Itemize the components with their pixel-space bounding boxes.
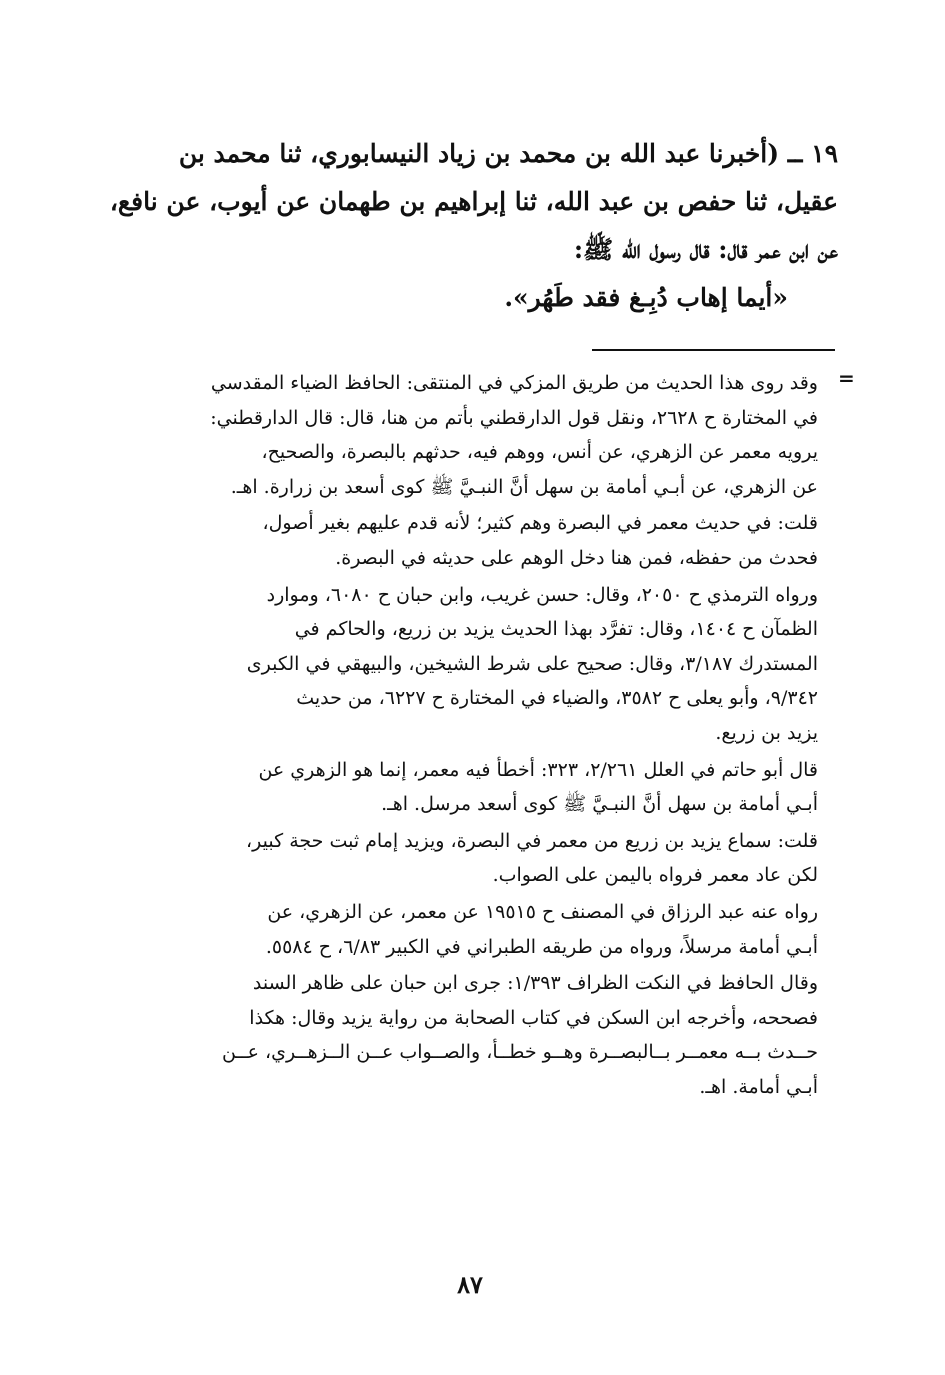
footnote-paragraph: [108, 895, 818, 964]
footnote-line: قلت: في حديث معمر في البصرة وهم كثير؛ لأنه قدم عليهم بغير أصول،: [262, 512, 818, 535]
footnote-line: حــدث بــه معمــر بــالبصــرة وهــو خطــأ، والصــواب عــن الــزهــري، عــن: [222, 1041, 818, 1064]
hadith-line: عن ابن عمر قال: قال رسول الله ﷺ:: [573, 235, 838, 264]
footnote-line: رواه عنه عبد الرزاق في المصنف ح ١٩٥١٥ عن معمر، عن الزهري، عن: [267, 900, 818, 923]
footnote-line: أبـي أمامة بن سهل أنَّ النبـيَّ ﷺ كوى أسعد مرسل. اهـ.: [381, 793, 818, 816]
footnote-line: يرويه معمر عن الزهري، عن أنس، ووهم فيه، حدثهم بالبصرة، والصحيح،: [261, 441, 818, 464]
footnote-line: يزيد بن زريع.: [715, 721, 818, 744]
footnotes: [108, 366, 818, 1106]
footnote-line: قلت: سماع يزيد بن زريع من معمر في البصرة، ويزيد إمام ثبت حجة كبير،: [246, 829, 818, 852]
footnote-paragraph: [108, 753, 818, 822]
footnote-continuation-mark: =: [838, 366, 855, 390]
footnote-line: لكن عاد معمر فرواه باليمن على الصواب.: [492, 864, 818, 887]
footnote-line: عن الزهري، عن أبـي أمامة بن سهل أنَّ النبـيَّ ﷺ كوى أسعد بن زرارة. اهـ.: [230, 475, 818, 498]
footnote-line: ورواه الترمذي ح ٢٠٥٠، وقال: حسن غريب، وابن حبان ح ٦٠٨٠، وموارد: [266, 583, 818, 606]
hadith-text: [108, 130, 838, 322]
footnote-line: ٩/٣٤٢، وأبو يعلى ح ٣٥٨٢، والضياء في المختارة ح ٦٢٢٧، من حديث: [296, 687, 818, 710]
footnote-paragraph: [108, 506, 818, 575]
footnote-paragraph: [108, 824, 818, 893]
footnote-paragraph: [108, 366, 818, 504]
hadith-line: عقيل، ثنا حفص بن عبد الله، ثنا إبراهيم بن طهمان عن أيوب، عن نافع،: [109, 187, 838, 216]
footnote-paragraph: [108, 966, 818, 1104]
hadith-quote: «أيما إهاب دُبِـغ فقد طَهُر».: [504, 283, 788, 312]
footnote-line: أبـي أمامة. اهـ.: [699, 1075, 818, 1098]
hadith-line: ١٩ ــ (أخبرنا عبد الله بن محمد بن زياد النيسابوري، ثنا محمد بن: [178, 139, 838, 168]
footnote-line: فصححه، وأخرجه ابن السكن في كتاب الصحابة من رواية يزيد وقال: هكذا: [249, 1006, 818, 1029]
footnote-divider: [592, 349, 835, 351]
footnote-line: الظمآن ح ١٤٠٤، وقال: تفرَّد بهذا الحديث يزيد بن زريع، والحاكم في: [294, 618, 818, 641]
footnote-line: فحدث من حفظه، فمن هنا دخل الوهم على حديثه في البصرة.: [335, 546, 818, 569]
footnote-line: قال أبو حاتم في العلل ٢/٢٦١، ٣٢٣: أخطأ فيه معمر، إنما هو الزهري عن: [258, 758, 818, 781]
footnote-line: أبـي أمامة مرسلاً، ورواه من طريقه الطبراني في الكبير ٦/٨٣، ح ٥٥٨٤.: [265, 935, 818, 958]
footnote-line: في المختارة ح ٢٦٢٨، ونقل قول الدارقطني بأتم من هنا، قال: قال الدارقطني:: [210, 406, 818, 429]
page-number: ٨٧: [457, 1270, 483, 1299]
footnote-line: المستدرك ٣/١٨٧، وقال: صحيح على شرط الشيخين، والبيهقي في الكبرى: [246, 652, 818, 675]
footnote-line: وقد روى هذا الحديث من طريق المزكي في المنتقى: الحافظ الضياء المقدسي: [210, 372, 818, 394]
footnote-paragraph: [108, 578, 818, 751]
footnote-line: وقال الحافظ في النكت الظراف ١/٣٩٣: جرى ابن حبان على ظاهر السند: [252, 972, 818, 995]
